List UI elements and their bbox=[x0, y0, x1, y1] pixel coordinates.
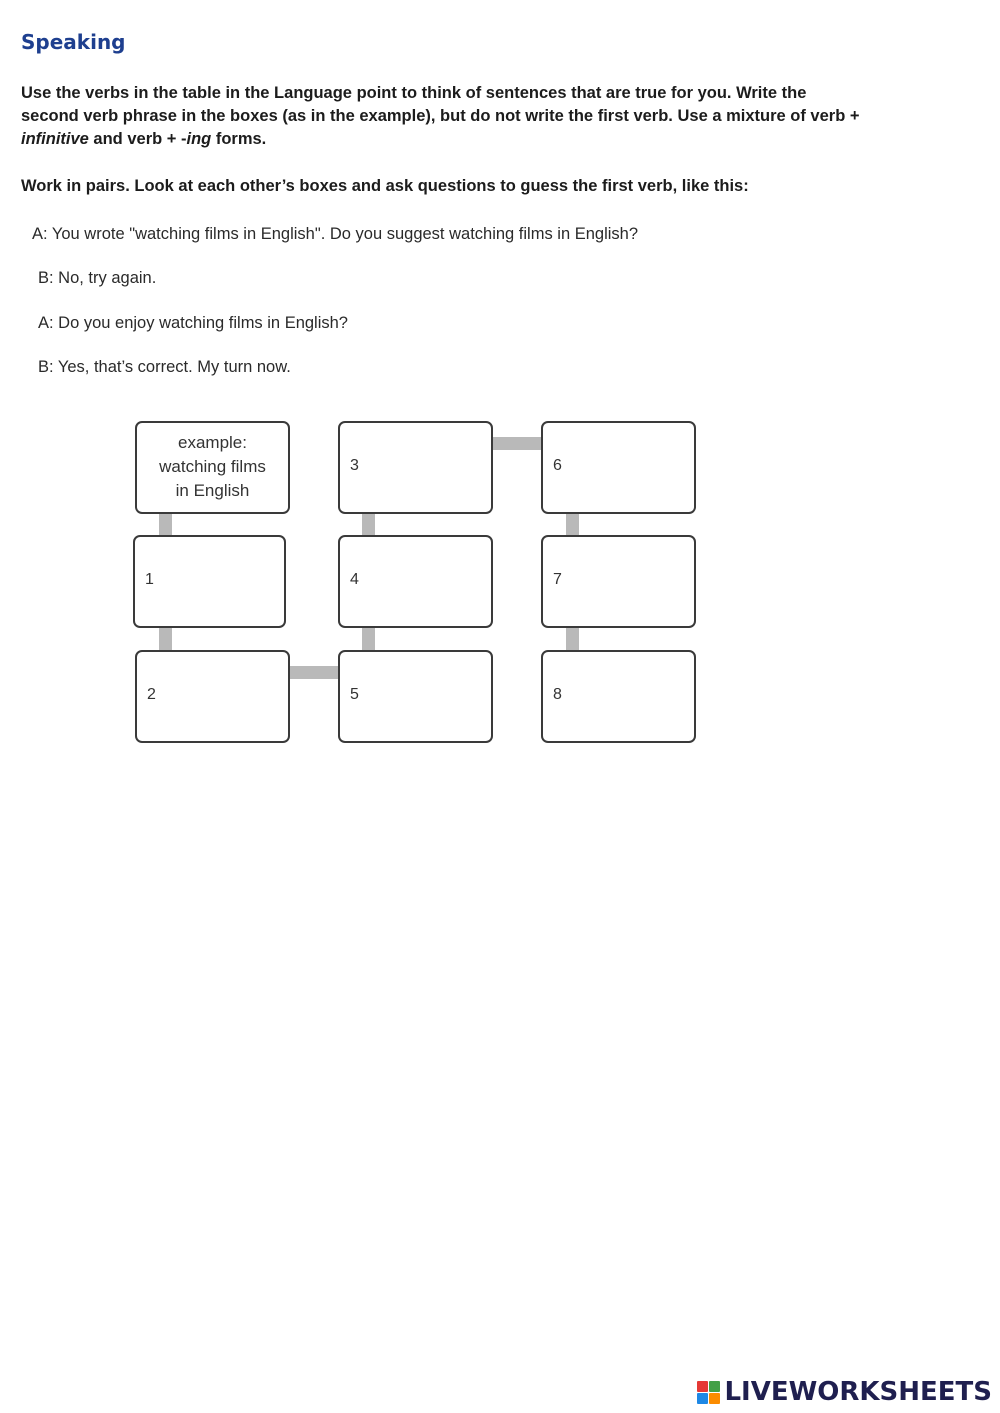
dialogue-line-2: B: No, try again. bbox=[38, 269, 157, 287]
box-number: 1 bbox=[145, 571, 154, 588]
box-number: 6 bbox=[553, 457, 562, 474]
connector bbox=[566, 513, 579, 535]
instructions-italic: ing bbox=[186, 130, 212, 148]
answer-box-6[interactable] bbox=[541, 421, 696, 514]
example-line: in English bbox=[175, 481, 250, 500]
box-number: 8 bbox=[553, 686, 562, 703]
example-line: example: bbox=[178, 433, 247, 452]
answer-box-7[interactable] bbox=[541, 535, 696, 628]
answer-box-5[interactable] bbox=[338, 650, 493, 743]
dialogue-line-4: B: Yes, that’s correct. My turn now. bbox=[38, 358, 291, 376]
logo-text: LIVEWORKSHEETS bbox=[724, 1377, 992, 1407]
box-number: 2 bbox=[147, 686, 156, 703]
instructions-text: and verb + - bbox=[88, 130, 187, 148]
instructions-text: Use the verbs in the table in the Language point to think of sentences that are true for you. Write the second verb phrase in the boxes (as in the example), but do not write the first verb. Use a mixture of verb + bbox=[21, 84, 860, 125]
box-number: 4 bbox=[350, 571, 359, 588]
connector bbox=[159, 628, 172, 650]
connector bbox=[362, 513, 375, 535]
box-number: 5 bbox=[350, 686, 359, 703]
logo-square bbox=[709, 1393, 720, 1404]
logo-mark-icon bbox=[697, 1381, 720, 1404]
box-number: 7 bbox=[553, 571, 562, 588]
connector bbox=[159, 513, 172, 535]
answer-box-4[interactable] bbox=[338, 535, 493, 628]
answer-box-2[interactable] bbox=[135, 650, 290, 743]
example-box bbox=[135, 421, 290, 514]
dialogue-line-3: A: Do you enjoy watching films in English? bbox=[38, 314, 348, 332]
dialogue-line-1: A: You wrote "watching films in English". Do you suggest watching films in English? bbox=[32, 225, 639, 243]
logo-square bbox=[697, 1393, 708, 1404]
liveworksheets-logo[interactable] bbox=[697, 1377, 992, 1407]
answer-box-1[interactable] bbox=[133, 535, 286, 628]
instructions-paragraph-2: Work in pairs. Look at each other’s boxes and ask questions to guess the first verb, like this: bbox=[21, 177, 749, 195]
instructions-paragraph-1 bbox=[21, 82, 861, 151]
logo-square bbox=[709, 1381, 720, 1392]
box-number: 3 bbox=[350, 457, 359, 474]
connector bbox=[289, 666, 339, 679]
answer-box-8[interactable] bbox=[541, 650, 696, 743]
answer-box-3[interactable] bbox=[338, 421, 493, 514]
instructions-italic: infinitive bbox=[21, 130, 89, 148]
example-line: watching films bbox=[159, 457, 266, 476]
instructions-text: forms. bbox=[211, 130, 267, 148]
connector bbox=[492, 437, 542, 450]
example-text bbox=[137, 431, 288, 503]
connector bbox=[566, 628, 579, 650]
page-title: Speaking bbox=[21, 30, 126, 54]
connector bbox=[362, 628, 375, 650]
logo-square bbox=[697, 1381, 708, 1392]
